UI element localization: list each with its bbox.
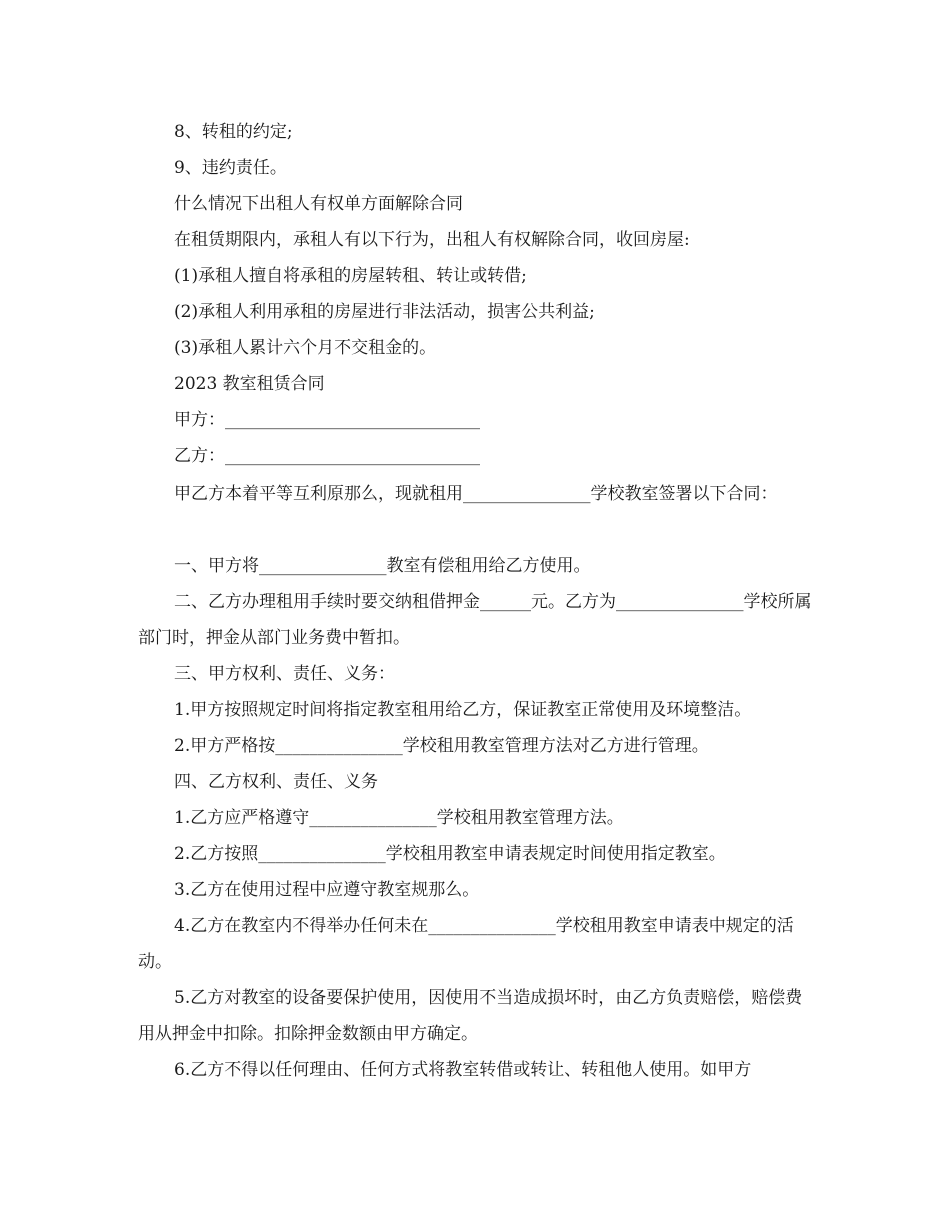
paragraph: 甲乙方本着平等互利原那么，现就租用_______________学校教室签署以下合同： [174, 484, 778, 504]
clause-item: 6.乙方不得以任何理由、任何方式将教室转借或转让、转租他人使用。如甲方 [174, 1060, 752, 1080]
party-a-line: 甲方：______________________________ [174, 410, 480, 430]
list-item: 9、违约责任。 [174, 158, 287, 178]
contract-title: 2023 教室租赁合同 [174, 374, 325, 394]
clause-item: 2.甲方严格按_______________学校租用教室管理方法对乙方进行管理。 [174, 736, 709, 756]
list-item: (1)承租人擅自将承租的房屋转租、转让或转借; [174, 266, 527, 286]
list-item: 8、转租的约定; [174, 122, 293, 142]
section-heading: 什么情况下出租人有权单方面解除合同 [174, 194, 463, 214]
clause-item: 5.乙方对教室的设备要保护使用，因使用不当造成损坏时，由乙方负责赔偿，赔偿费用从押金中扣除。扣除押金数额由甲方确定。 [138, 988, 803, 1044]
paragraph: 在租赁期限内，承租人有以下行为，出租人有权解除合同，收回房屋: [174, 230, 690, 250]
list-item: (3)承租人累计六个月不交租金的。 [174, 338, 437, 358]
party-b-line: 乙方：______________________________ [174, 446, 480, 466]
clause: 二、乙方办理租用手续时要交纳租借押金______元。乙方为_______________学校所属部门时，押金从部门业务费中暂扣。 [138, 592, 812, 648]
clause-item: 1.甲方按照规定时间将指定教室租用给乙方，保证教室正常使用及环境整洁。 [174, 700, 752, 720]
clause-item: 1.乙方应严格遵守_______________学校租用教室管理方法。 [174, 808, 624, 828]
clause: 一、甲方将_______________教室有偿租用给乙方使用。 [174, 556, 591, 576]
list-item: (2)承租人利用承租的房屋进行非法活动，损害公共利益; [174, 302, 595, 322]
clause-item: 2.乙方按照_______________学校租用教室申请表规定时间使用指定教室。 [174, 844, 726, 864]
section-heading: 四、乙方权利、责任、义务 [174, 772, 378, 792]
clause-item: 3.乙方在使用过程中应遵守教室规那么。 [174, 880, 480, 900]
section-heading: 三、甲方权利、责任、义务： [174, 664, 395, 684]
clause-item: 4.乙方在教室内不得举办任何未在_______________学校租用教室申请表中规定的活动。 [138, 916, 794, 972]
